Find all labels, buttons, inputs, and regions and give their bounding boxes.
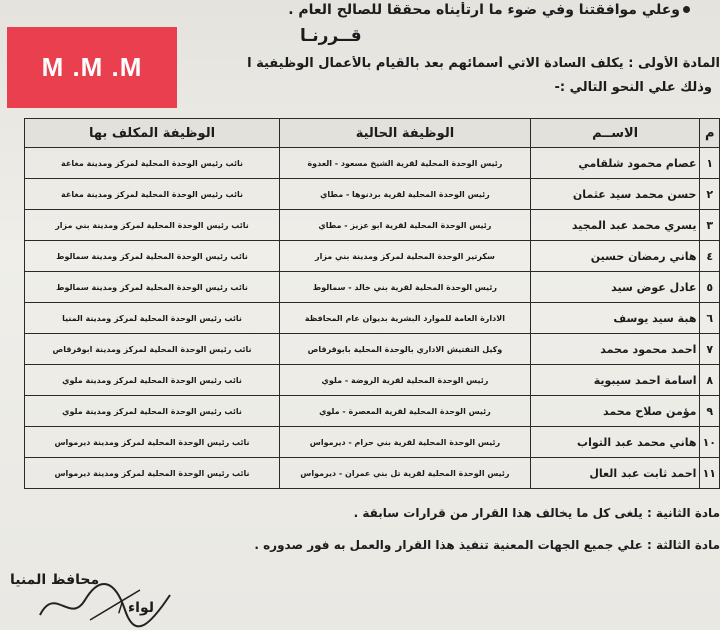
person-name: احمد ثابت عبد العال	[530, 458, 700, 489]
assigned-job: نائب رئيس الوحدة المحلية لمركز ومدينة ملوي	[25, 396, 280, 427]
header-number: م	[700, 119, 720, 148]
person-name: هبة سيد يوسف	[530, 303, 700, 334]
person-name: يسري محمد عبد المجيد	[530, 210, 700, 241]
current-job: رئيس الوحدة المحلية لقرية تل بني عمران - ديرمواس	[280, 458, 531, 489]
row-number: ٩	[700, 396, 720, 427]
current-job: رئيس الوحدة المحلية لقرية المعصرة - ملوي	[280, 396, 531, 427]
assignments-table	[24, 118, 720, 489]
rank-label: لواء /	[118, 600, 154, 616]
assigned-job: نائب رئيس الوحدة المحلية لمركز ومدينة مغاغة	[25, 179, 280, 210]
bullet-icon	[683, 6, 690, 13]
row-number: ٣	[700, 210, 720, 241]
assigned-job: نائب رئيس الوحدة المحلية لمركز ومدينة المنيا	[25, 303, 280, 334]
governor-title: محافظ المنيا	[10, 572, 100, 588]
table-row	[25, 272, 720, 303]
current-job: رئيس الوحدة المحلية لقرية الشيخ مسعود - العدوة	[280, 148, 531, 179]
table-row	[25, 427, 720, 458]
table-row	[25, 458, 720, 489]
assigned-job: نائب رئيس الوحدة المحلية لمركز ومدينة ديرمواس	[25, 458, 280, 489]
table-row	[25, 365, 720, 396]
person-name: هاني رمضان حسين	[530, 241, 700, 272]
current-job: الادارة العامة للموارد البشرية بديوان عام المحافظة	[280, 303, 531, 334]
table-row	[25, 303, 720, 334]
current-job: رئيس الوحدة المحلية لقرية بني خالد - سمالوط	[280, 272, 531, 303]
person-name: عصام محمود شلقامي	[530, 148, 700, 179]
row-number: ١٠	[700, 427, 720, 458]
person-name: اسامة احمد سيبوية	[530, 365, 700, 396]
header-assigned-job: الوظيفة المكلف بها	[25, 119, 280, 148]
row-number: ٧	[700, 334, 720, 365]
current-job: رئيس الوحدة المحلية لقرية بني حرام - ديرمواس	[280, 427, 531, 458]
table-header-row	[25, 119, 720, 148]
current-job: سكرتير الوحدة المحلية لمركز ومدينة بني مزار	[280, 241, 531, 272]
article-two-text: مادة الثانية : يلغى كل ما يخالف هذا القرار من قرارات سابقة .	[353, 506, 720, 520]
header-name: الاســم	[530, 119, 700, 148]
handwritten-signature	[30, 575, 180, 630]
assigned-job: نائب رئيس الوحدة المحلية لمركز ومدينة بني مزار	[25, 210, 280, 241]
table-row	[25, 396, 720, 427]
row-number: ٤	[700, 241, 720, 272]
article-one-text: المادة الأولى : يكلف السادة الاتي أسمائهم بعد بالقيام بالأعمال الوظيفية ا	[247, 56, 720, 71]
decision-title: قــررنـا	[300, 26, 362, 46]
assigned-job: نائب رئيس الوحدة المحلية لمركز ومدينة ابوقرقاص	[25, 334, 280, 365]
row-number: ١	[700, 148, 720, 179]
row-number: ٦	[700, 303, 720, 334]
current-job: رئيس الوحدة المحلية لقرية بردنوها - مطاي	[280, 179, 531, 210]
row-number: ١١	[700, 458, 720, 489]
row-number: ٢	[700, 179, 720, 210]
table-row	[25, 179, 720, 210]
table-row	[25, 334, 720, 365]
current-job: رئيس الوحدة المحلية لقرية ابو عزيز - مطاي	[280, 210, 531, 241]
assigned-job: نائب رئيس الوحدة المحلية لمركز ومدينة سمالوط	[25, 272, 280, 303]
header-current-job: الوظيفة الحالية	[280, 119, 531, 148]
person-name: مؤمن صلاح محمد	[530, 396, 700, 427]
assigned-job: نائب رئيس الوحدة المحلية لمركز ومدينة سمالوط	[25, 241, 280, 272]
person-name: احمد محمود محمد	[530, 334, 700, 365]
person-name: عادل عوض سيد	[530, 272, 700, 303]
watermark-badge: M .M .M	[7, 27, 177, 108]
current-job: وكيل التفتيش الاداري بالوحدة المحلية بابوقرقاص	[280, 334, 531, 365]
article-one-continuation: وذلك علي النحو التالي :-	[554, 80, 712, 95]
table-row	[25, 241, 720, 272]
person-name: حسن محمد سيد عثمان	[530, 179, 700, 210]
assigned-job: نائب رئيس الوحدة المحلية لمركز ومدينة مغاغة	[25, 148, 280, 179]
assigned-job: نائب رئيس الوحدة المحلية لمركز ومدينة ديرمواس	[25, 427, 280, 458]
preamble-line: وعلي موافقتنا وفي ضوء ما ارتأيناه محققا للصالح العام .	[288, 2, 680, 18]
row-number: ٥	[700, 272, 720, 303]
table-row	[25, 148, 720, 179]
assigned-job: نائب رئيس الوحدة المحلية لمركز ومدينة ملوي	[25, 365, 280, 396]
person-name: هاني محمد عبد التواب	[530, 427, 700, 458]
current-job: رئيس الوحدة المحلية لقرية الروضة - ملوي	[280, 365, 531, 396]
article-three-text: مادة الثالثة : علي جميع الجهات المعنية تنفيذ هذا القرار والعمل به فور صدوره .	[254, 538, 720, 552]
table-row	[25, 210, 720, 241]
row-number: ٨	[700, 365, 720, 396]
